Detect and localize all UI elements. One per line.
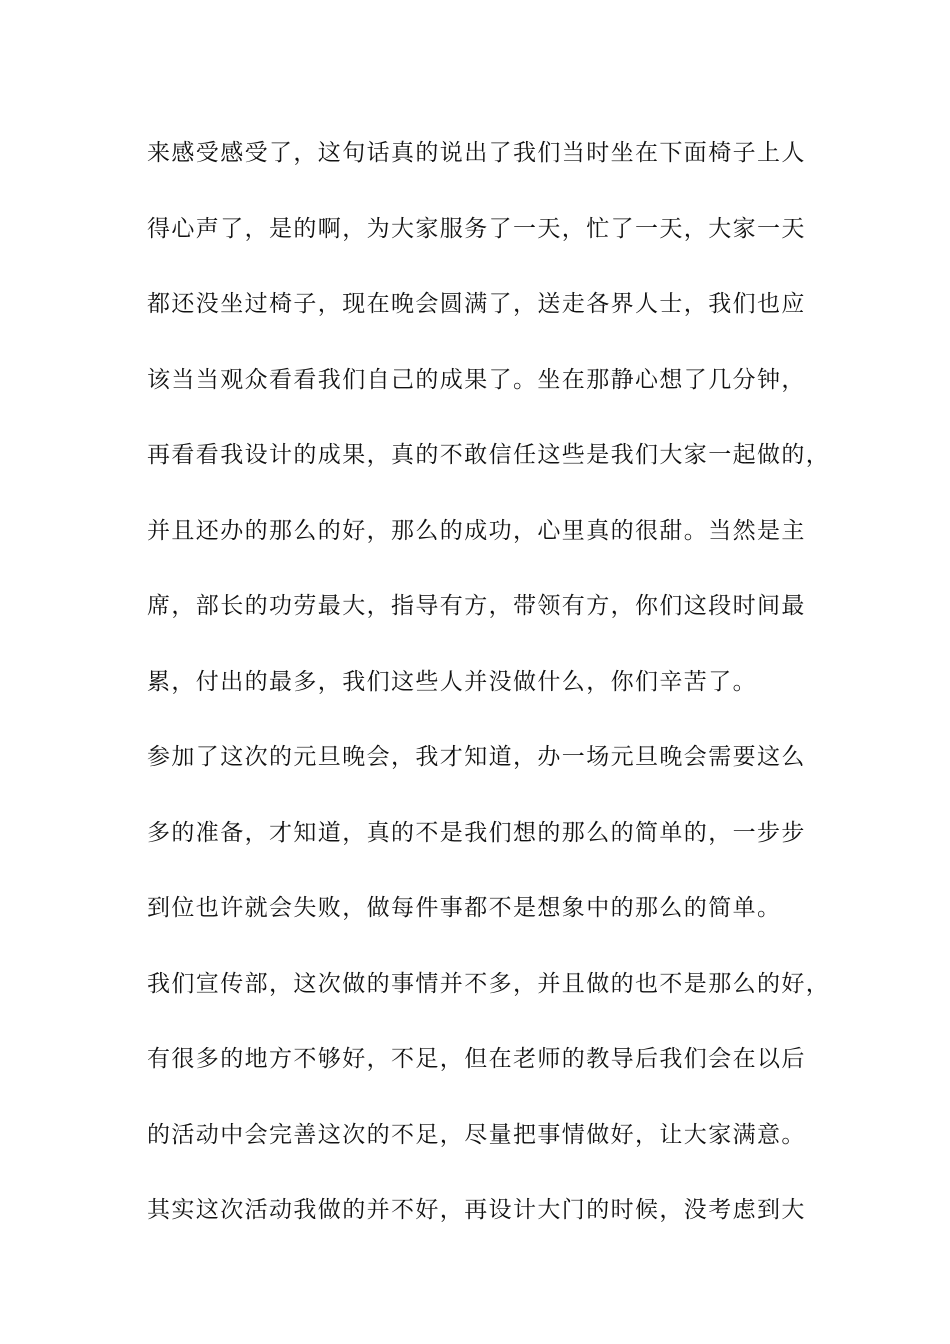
text-line: 其实这次活动我做的并不好，再设计大门的时候，没考虑到大 xyxy=(147,1197,806,1223)
text-line: 累，付出的最多，我们这些人并没做什么，你们辛苦了。 xyxy=(147,668,757,695)
text-line: 的活动中会完善这次的不足，尽量把事情做好，让大家满意。 xyxy=(147,1121,806,1148)
text-line: 席，部长的功劳最大，指导有方，带领有方，你们这段时间最 xyxy=(147,593,806,619)
text-line: 得心声了，是的啊，为大家服务了一天，忙了一天，大家一天 xyxy=(147,215,806,242)
text-line: 来感受感受了，这句话真的说出了我们当时坐在下面椅子上人 xyxy=(147,140,806,166)
text-line: 我们宣传部，这次做的事情并不多，并且做的也不是那么的好， xyxy=(147,970,831,997)
text-line: 参加了这次的元旦晚会，我才知道，办一场元旦晚会需要这么 xyxy=(147,744,806,770)
text-line: 多的准备，才知道，真的不是我们想的那么的简单的，一步步 xyxy=(147,819,806,846)
text-line: 再看看我设计的成果，真的不敢信任这些是我们大家一起做的， xyxy=(147,442,831,468)
text-line: 到位也许就会失败，做每件事都不是想象中的那么的简单。 xyxy=(147,895,782,921)
text-line: 该当当观众看看我们自己的成果了。坐在那静心想了几分钟， xyxy=(147,366,806,393)
text-line: 并且还办的那么的好，那么的成功，心里真的很甜。当然是主 xyxy=(147,517,806,544)
text-line: 都还没坐过椅子，现在晚会圆满了，送走各界人士，我们也应 xyxy=(147,291,806,317)
document-body xyxy=(147,133,831,1266)
text-line: 有很多的地方不够好，不足，但在老师的教导后我们会在以后 xyxy=(147,1046,806,1072)
